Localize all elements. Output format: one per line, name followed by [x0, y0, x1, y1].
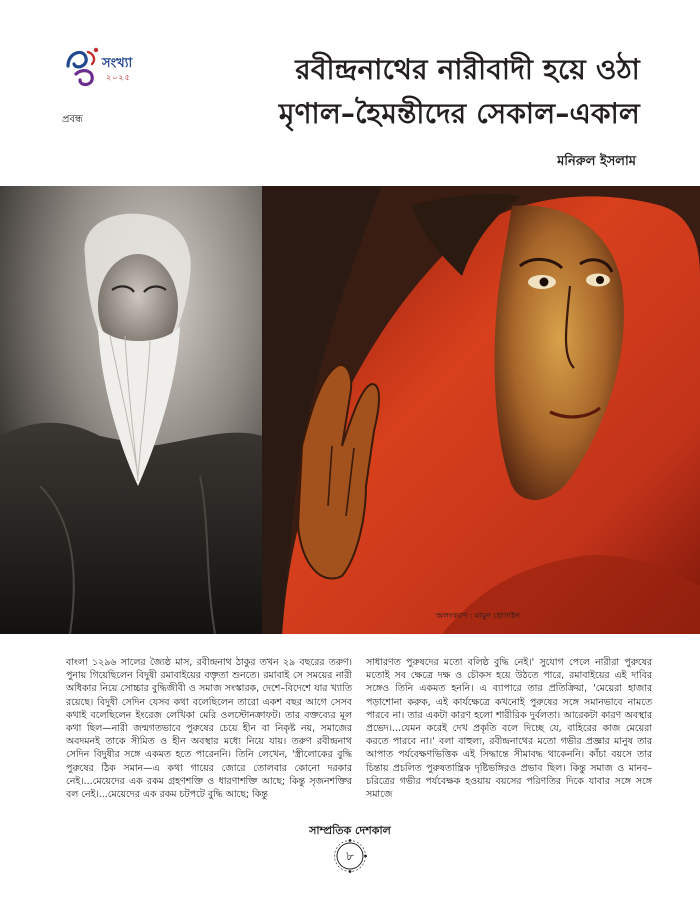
portrait-drawing	[0, 186, 262, 634]
logo-glyph-icon	[62, 44, 102, 88]
logo-year: ২০২৫	[106, 73, 131, 82]
page-number: ৮	[346, 849, 354, 863]
paragraph: বাংলা ১২৯৬ সালের জ্যৈষ্ঠ মাস, রবীন্দ্রনাথ ঠাকুর তখন ২৯ বছরের তরুণ। পুনায় গিয়েছিলেন বিদুষী রমাবাইয়ের বক্তৃতা শুনতে। রমাবাই সে সময়ের নারী অধিকার নিয়ে সোচ্চার বুদ্ধিজীবী ও সমাজ সংস্কারক, দেশে–বিদেশে যার খ্যাতি রয়েছে। বিদুষী সেদিন যেসব কথা বলেছিলেন তারো একশ বছর আগে সেসব কথাই বলেছিলেন ইংরেজ লেখিকা মেরি ওলস্টোনক্রাফট। তার বক্তব্যের মূল কথা ছিল—নারী জন্মগতভাবে পুরুষের চেয়ে হীন বা নিকৃষ্ট নয়, সমাজের অবদমনই তাকে সীমিত ও হীন অবস্থার মধ্যে নিয়ে যায়। তরুণ রবীন্দ্রনাথ সেদিন বিদুষীর সঙ্গে একমত হতে পারেননি। তিনি লেখেন, 'স্ত্রীলোকের বুদ্ধি পুরুষের ঠিক সমান—এ কথা গায়ের জোরে তোলবার কোনো দরকার নেই।...মেয়েদের এক রকম গ্রহণশক্তি ও ধারণাশক্তি আছে; কিন্তু সৃজনশক্তির বল নেই।...মেয়েদের এক রকম চটপটে বুদ্ধি আছে; কিন্তু	[66, 657, 352, 801]
painting-drawing	[262, 186, 700, 634]
page-number-badge	[327, 838, 373, 874]
logo-word: সংখ্যা	[102, 56, 133, 71]
article-title	[200, 48, 640, 136]
title-line-2: মৃণাল–হৈমন্তীদের সেকাল–একাল	[278, 97, 640, 130]
paragraph: সাধারণত পুরুষদের মতো বলিষ্ঠ বুদ্ধি নেই।' সুযোগ পেলে নারীরা পুরুষের মতোই সব ক্ষেত্রে দক্ষ ও চৌকস হয়ে উঠতে পারে, রমাবাইয়ের এই দাবির সঙ্গেও তিনি একমত হননি। এ ব্যাপারে তার প্রতিক্রিয়া, 'মেয়েরা হাজার পড়াশোনা করুক, এই কার্যক্ষেত্রে কখনোই পুরুষের সঙ্গে সমানভাবে নামতে পারবে না। তার একটা কারণ হলো শারীরিক দুর্বলতা। আরেকটা কারণ অবস্থার প্রভেদ।...যেমন করেই দেখ প্রকৃতি বলে দিচ্ছে যে, বাহিরের কাজ মেয়েরা করতে পারবে না।' বলা বাহুল্য, রবীন্দ্রনাথের মতো গভীর প্রজ্ঞার মানুষ তার আপাত পর্যবেক্ষণভিত্তিক এই সিদ্ধান্তে সীমাবদ্ধ থাকেননি। কাঁচা বয়সে তার চিন্তায় প্রচলিত পুরুষতান্ত্রিক দৃষ্টিভঙ্গিরও প্রভাব ছিল। কিন্তু সমাজ ও মানব–চরিত্রের গভীর পর্যবেক্ষক হওয়ায় বয়সের পরিণতির দিকে যাবার সঙ্গে সঙ্গে সমাজে	[366, 657, 652, 801]
page-header	[0, 0, 700, 186]
section-label: প্রবন্ধ	[62, 114, 83, 125]
title-line-1: রবীন্দ্রনাথের নারীবাদী হয়ে ওঠা	[295, 53, 640, 86]
author-name: মনিরুল ইসলাম	[557, 154, 636, 169]
portrait-photo	[0, 186, 262, 634]
hero-illustration	[0, 186, 700, 634]
article-column-right	[366, 656, 652, 801]
illustration-credit: অলংকরণ : মামুন হোসাইন	[436, 611, 520, 620]
magazine-logo	[62, 44, 172, 104]
painting-woman-red-veil	[262, 186, 700, 634]
publication-name: সাম্প্রতিক দেশকাল	[309, 824, 391, 837]
article-column-left	[66, 656, 352, 801]
